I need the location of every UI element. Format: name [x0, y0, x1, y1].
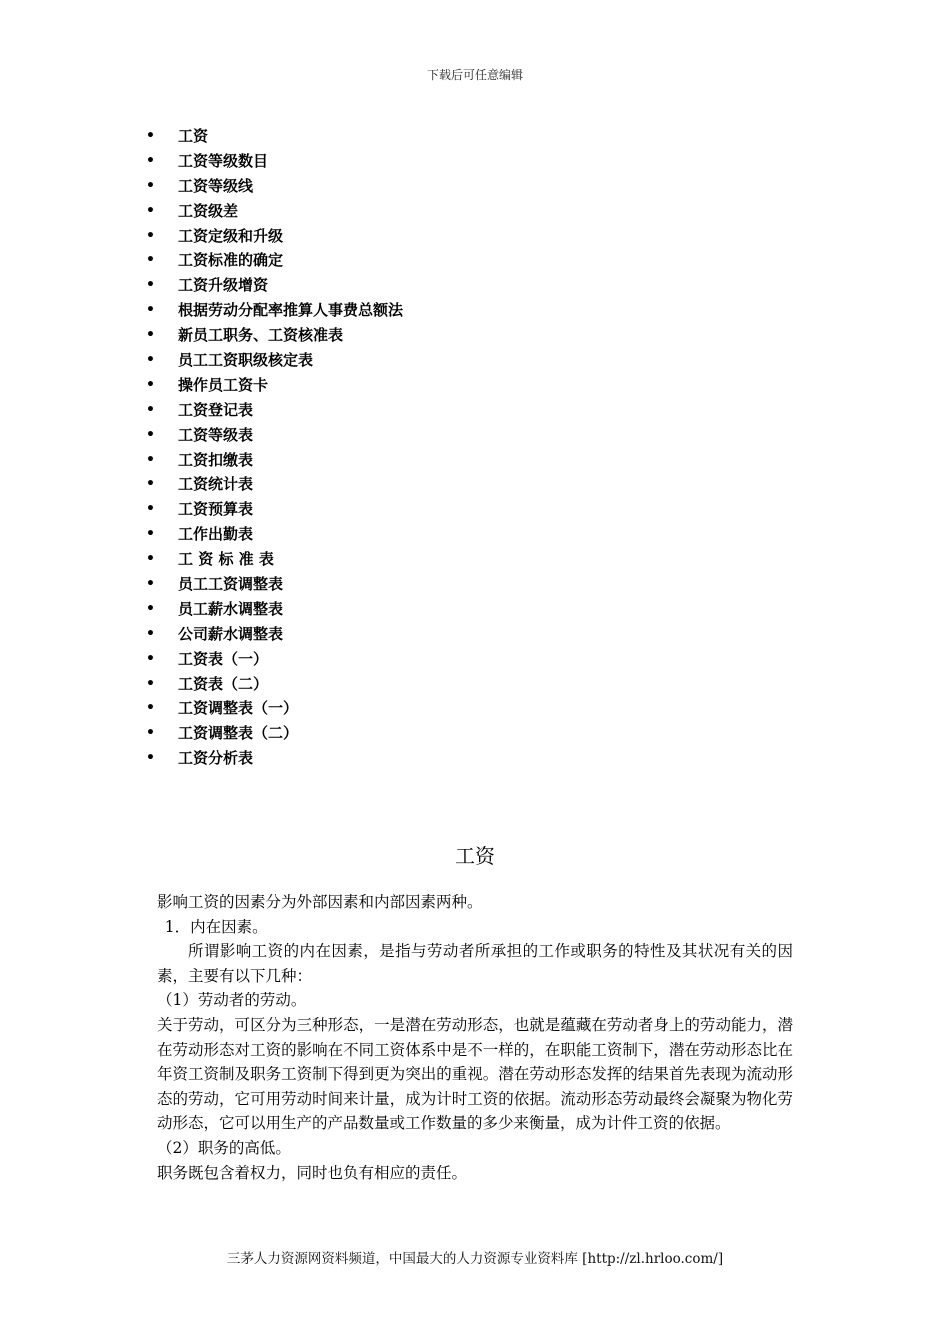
bullet-icon: •: [146, 750, 155, 767]
toc-item: [140, 224, 403, 249]
bullet-icon: •: [146, 401, 155, 418]
bullet-icon: •: [146, 426, 155, 443]
bullet-icon: •: [146, 526, 155, 543]
toc-item: [140, 472, 403, 497]
bullet-icon: •: [146, 227, 155, 244]
paragraph: （1）劳动者的劳动。: [157, 991, 307, 1010]
toc-item: [140, 448, 403, 473]
bullet-icon: •: [146, 352, 155, 369]
section-body: [157, 890, 793, 1185]
toc-item: [140, 721, 403, 746]
toc-item: [140, 547, 403, 572]
toc-item-label: 工资等级线: [178, 176, 254, 195]
toc-item: [140, 273, 403, 298]
toc-item-label: 工资扣缴表: [178, 450, 254, 469]
toc-item: [140, 622, 403, 647]
toc-item-label: 工资: [178, 127, 209, 145]
bullet-icon: •: [146, 600, 155, 617]
table-of-contents: [140, 124, 403, 771]
bullet-icon: •: [146, 128, 155, 144]
toc-item-label: 工资表（二）: [178, 674, 269, 693]
toc-item-label: 工资调整表（一）: [178, 699, 299, 718]
bullet-icon: •: [146, 675, 155, 692]
toc-item-label: 工资定级和升级: [178, 226, 284, 245]
bullet-icon: •: [146, 725, 155, 742]
page-footer-note: 三茅人力资源网资料频道，中国最大的人力资源专业资料库 [http://zl.hrloo.com/]: [226, 1251, 724, 1267]
toc-item: [140, 199, 403, 224]
bullet-icon: •: [146, 451, 155, 468]
bullet-icon: •: [146, 700, 155, 717]
toc-item-label: 工资等级数目: [178, 151, 269, 170]
toc-item-label: 工资登记表: [178, 400, 254, 419]
toc-item: [140, 174, 403, 199]
bullet-icon: •: [146, 476, 155, 493]
toc-item: [140, 572, 403, 597]
toc-item: [140, 522, 403, 547]
bullet-icon: •: [146, 152, 155, 169]
bullet-icon: •: [146, 376, 155, 393]
toc-item-label: 员工工资职级核定表: [178, 351, 314, 370]
toc-item: [140, 597, 403, 622]
paragraph: （2）职务的高低。: [157, 1138, 291, 1157]
bullet-icon: •: [146, 327, 155, 344]
toc-item-label: 新员工职务、工资核准表: [178, 326, 344, 345]
toc-item-label: 工资预算表: [178, 500, 254, 519]
toc-item-label: 工资统计表: [178, 475, 254, 494]
toc-item-label: 操作员工资卡: [178, 375, 269, 394]
toc-item: [140, 298, 403, 323]
toc-item-label: 工资等级表: [178, 425, 254, 444]
toc-item: [140, 149, 403, 174]
section-title: 工资: [455, 844, 495, 868]
toc-item-label: 工资分析表: [178, 749, 254, 768]
toc-item-label: 工资表（一）: [178, 649, 269, 668]
toc-item: [140, 398, 403, 423]
bullet-icon: •: [146, 625, 155, 642]
toc-item-label: 工资升级增资: [178, 276, 269, 295]
toc-item: [140, 248, 403, 273]
bullet-icon: •: [146, 302, 155, 319]
bullet-icon: •: [146, 501, 155, 518]
bullet-icon: •: [146, 177, 155, 194]
toc-item: [140, 696, 403, 721]
paragraph: 1．内在因素。: [164, 917, 268, 936]
toc-item: [140, 746, 403, 771]
bullet-icon: •: [146, 576, 155, 593]
toc-item-label: 工 资 标 准 表: [178, 550, 274, 569]
bullet-icon: •: [146, 650, 155, 667]
toc-item: [140, 348, 403, 373]
bullet-icon: •: [146, 202, 155, 219]
toc-item: [140, 672, 403, 697]
toc-item-label: 工资调整表（二）: [178, 724, 299, 743]
bullet-icon: •: [146, 551, 155, 568]
toc-item: [140, 124, 403, 149]
toc-item: [140, 373, 403, 398]
toc-item: [140, 647, 403, 672]
page-header-note: 下载后可任意编辑: [426, 68, 523, 82]
paragraph: 职务既包含着权力，同时也负有相应的责任。: [157, 1163, 468, 1182]
paragraph: 所谓影响工资的内在因素，是指与劳动者所承担的工作或职务的特性及其状况有关的因素，主要有以下几种：: [157, 942, 793, 985]
toc-item-label: 根据劳动分配率推算人事费总额法: [178, 301, 404, 320]
toc-item: [140, 497, 403, 522]
toc-item-label: 工作出勤表: [178, 525, 254, 544]
bullet-icon: •: [146, 252, 155, 269]
toc-item-label: 员工工资调整表: [178, 575, 284, 594]
toc-item: [140, 323, 403, 348]
toc-item-label: 工资标准的确定: [178, 251, 284, 270]
paragraph: 关于劳动，可区分为三种形态，一是潜在劳动形态，也就是蕴藏在劳动者身上的劳动能力，潜在劳动形态对工资的影响在不同工资体系中是不一样的，在职能工资制下，潜在劳动形态比在年资工资制及职务工资制下得到更为突出的重视。潜在劳动形态发挥的结果首先表现为流动形态的劳动，它可用劳动时间来计量，成为计时工资的依据。流动形态劳动最终会凝聚为物化劳动形态，它可以用生产的产品数量或工作数量的多少来衡量，成为计件工资的依据。: [157, 1015, 793, 1133]
toc-item: [140, 423, 403, 448]
toc-item-label: 工资级差: [178, 201, 239, 220]
paragraph: 影响工资的因素分为外部因素和内部因素两种。: [157, 893, 483, 911]
bullet-icon: •: [146, 277, 155, 294]
toc-item-label: 员工薪水调整表: [178, 599, 284, 618]
toc-item-label: 公司薪水调整表: [178, 624, 284, 643]
